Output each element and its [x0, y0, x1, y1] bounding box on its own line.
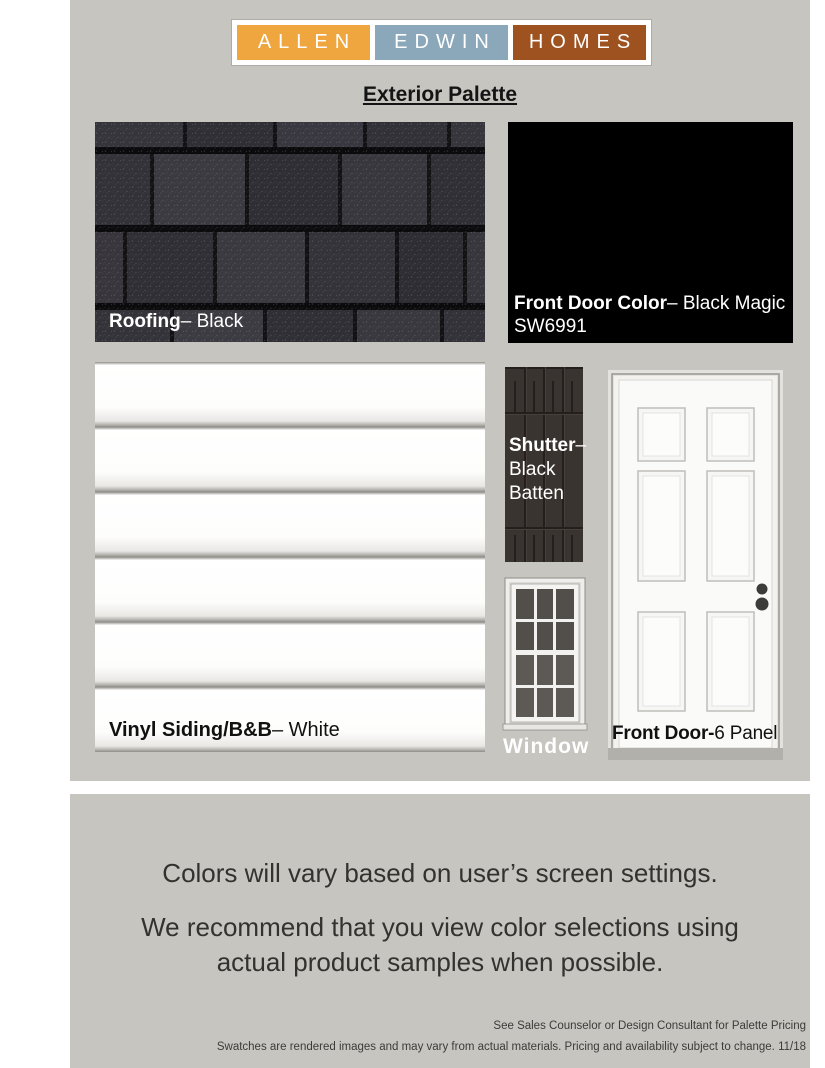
- front-door-color-label-rest: – Black Magic: [667, 293, 786, 314]
- shutter-label-dash: –: [575, 435, 587, 456]
- allen-edwin-homes-logo: [231, 19, 652, 66]
- recommendation-note-line2: actual product samples when possible.: [216, 947, 664, 977]
- shutter-label: [509, 434, 586, 506]
- fine-print: [70, 1016, 806, 1058]
- logo-block-allen: ALLEN: [237, 25, 370, 60]
- front-door-label: [612, 723, 777, 745]
- front-door-label-bold: Front Door-: [612, 723, 715, 744]
- roofing-label-bold: Roofing: [109, 311, 181, 332]
- window-label: Window: [503, 735, 590, 758]
- screen-settings-note: Colors will vary based on user’s screen settings.: [162, 858, 718, 888]
- shutter-label-bold: Shutter: [509, 435, 576, 456]
- page-title: Exterior Palette: [362, 83, 518, 106]
- window-swatch: [501, 577, 597, 767]
- shutter-label-line2: Black: [509, 459, 556, 480]
- vinyl-siding-label-bold: Vinyl Siding/B&B: [109, 719, 272, 741]
- logo-block-edwin: EDWIN: [375, 25, 508, 60]
- front-door-swatch: [608, 370, 783, 760]
- roofing-swatch: [95, 122, 485, 342]
- front-door-color-label-bold: Front Door Color: [514, 293, 668, 314]
- window-image: [501, 577, 597, 735]
- front-door-color-swatch: [508, 122, 793, 343]
- fine-print-pricing: See Sales Counselor or Design Consultant for Palette Pricing: [493, 1020, 806, 1032]
- roofing-label-rest: – Black: [180, 311, 244, 332]
- shutter-swatch: [505, 367, 587, 562]
- shutter-label-line3: Batten: [509, 483, 564, 504]
- front-door-color-label-code: SW6991: [514, 316, 587, 337]
- front-door-color-label: [514, 292, 790, 338]
- vinyl-siding-label: [109, 719, 340, 742]
- vinyl-siding-swatch: [95, 362, 485, 752]
- recommendation-note: [70, 910, 810, 980]
- front-door-image: [608, 370, 783, 760]
- roofing-label: [109, 311, 243, 333]
- logo-block-homes: HOMES: [513, 25, 646, 60]
- front-door-label-rest: 6 Panel: [714, 723, 778, 744]
- recommendation-note-line1: We recommend that you view color selections using: [141, 912, 739, 942]
- fine-print-disclaimer: Swatches are rendered images and may vary from actual materials. Pricing and availability subject to change. 11/18: [216, 1041, 806, 1053]
- vinyl-siding-label-rest: – White: [271, 719, 340, 741]
- roof-shingles-image: [95, 122, 485, 342]
